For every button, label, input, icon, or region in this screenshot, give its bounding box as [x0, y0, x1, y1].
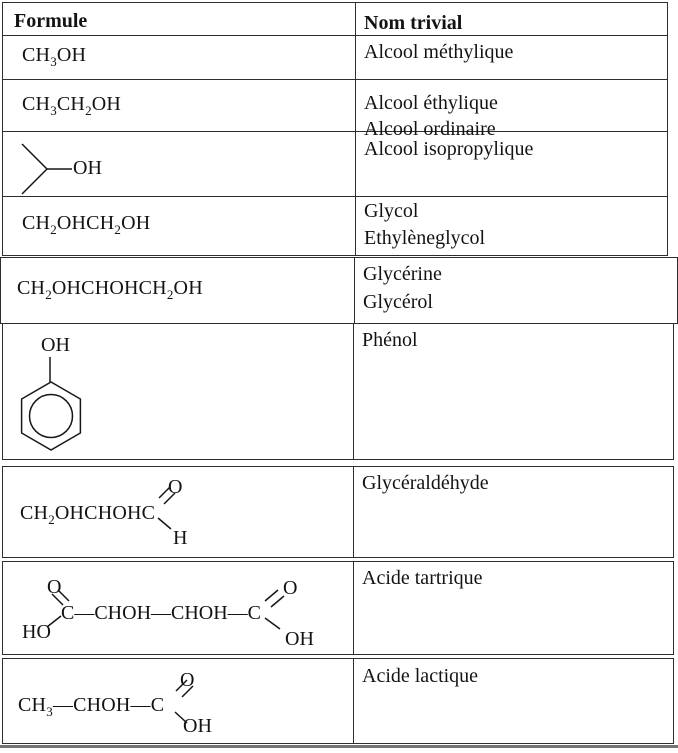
glycerine-name-1: Glycérine: [363, 263, 442, 285]
row-tartric-acid: [2, 561, 674, 655]
glyceraldehyde-formula: $CH_2OHCHOHC$: [20, 502, 156, 527]
methanol-name: Alcool méthylique: [364, 41, 514, 63]
row-glycerine: [0, 257, 678, 324]
isopropanol-structure-cell: [3, 132, 356, 196]
benzene-ring: [3, 324, 354, 459]
lactic-bonds: [3, 659, 354, 743]
glyceraldehyde-h-label: H: [173, 527, 188, 549]
ethanol-name-2: Alcool ordinaire: [364, 118, 496, 140]
glycol-formula-cell: [3, 197, 356, 255]
row-ethanol: [3, 80, 667, 140]
phenol-oh-label: OH: [41, 334, 70, 356]
methanol-formula-cell: [3, 36, 356, 79]
isopropanol-oh-label: OH: [73, 157, 102, 179]
ethanol-formula: $CH_3CH_2OH$: [22, 93, 122, 118]
formula-column-header: Formule: [14, 10, 88, 32]
tartric-o-left-label: O: [47, 576, 62, 598]
tartric-oh-right-label: OH: [285, 628, 314, 650]
row-glyceraldehyde: [2, 466, 674, 558]
lactic-o-label: O: [180, 669, 195, 691]
row-lactic-acid: [2, 658, 674, 744]
ethanol-name-1: Alcool éthylique: [364, 92, 498, 114]
ethanol-formula-cell: [3, 80, 356, 131]
alcohols-table: [2, 2, 668, 256]
glycol-formula: $CH_2OHCH_2OH$: [22, 212, 151, 237]
phenol-name: Phénol: [362, 329, 418, 351]
glycerine-name-2: Glycérol: [363, 291, 433, 313]
glycol-name-1: Glycol: [364, 200, 419, 222]
bottom-gray-rule: [0, 745, 678, 748]
glyceraldehyde-o-label: O: [168, 476, 183, 498]
glycerine-formula-cell: [1, 258, 355, 323]
trivial-name-column-header: Nom trivial: [364, 12, 463, 34]
tartric-acid-name: Acide tartrique: [362, 567, 483, 589]
lactic-acid-name: Acide lactique: [362, 665, 479, 687]
lactic-formula: $CH_3—CHOH—C$: [18, 694, 165, 719]
tartric-structure-cell: [3, 562, 354, 654]
glyceraldehyde-bonds: [3, 467, 354, 557]
glyceraldehyde-structure-cell: [3, 467, 354, 557]
tartric-chain-formula: C—CHOH—CHOH—C: [61, 602, 262, 624]
lactic-oh-label: OH: [183, 715, 212, 737]
tartric-bonds: [3, 562, 354, 654]
header-cell-formula: [3, 3, 356, 35]
glycol-name-2: Ethylèneglycol: [364, 227, 486, 249]
phenol-structure-cell: [3, 324, 354, 459]
glycerine-formula: $CH_2OHCHOHCH_2OH$: [17, 277, 203, 302]
table-header-row: [3, 3, 667, 36]
row-glycol: [3, 197, 667, 255]
row-methanol: [3, 36, 667, 80]
row-isopropanol: [3, 132, 667, 197]
tartric-o-right-label: O: [283, 577, 298, 599]
methanol-formula: $CH_3OH$: [22, 44, 87, 69]
lactic-structure-cell: [3, 659, 354, 743]
glyceraldehyde-name: Glycéraldéhyde: [362, 472, 489, 494]
isopropanol-name: Alcool isopropylique: [364, 138, 534, 160]
tartric-ho-left-label: HO: [22, 621, 51, 643]
row-phenol: [2, 323, 674, 460]
isopropyl-skeleton-bonds: [3, 132, 355, 197]
